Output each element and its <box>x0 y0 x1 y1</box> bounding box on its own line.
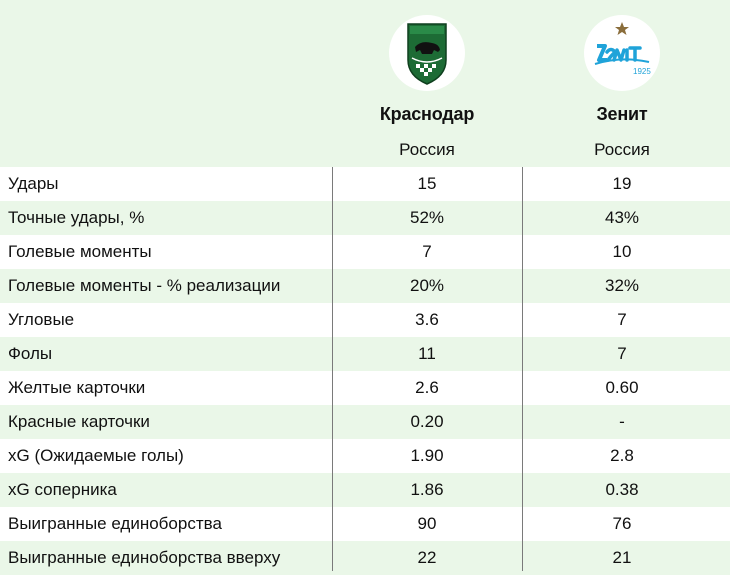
table-row <box>0 201 730 235</box>
table-row <box>0 371 730 405</box>
team-name: Зенит <box>596 104 648 124</box>
stat-label: Удары <box>8 174 59 193</box>
zenit-value: 2.8 <box>610 446 634 465</box>
stat-label: Голевые моменты <box>8 242 152 261</box>
zenit-value: 10 <box>612 242 632 261</box>
zenit-value: 0.38 <box>605 480 639 499</box>
table-header <box>0 0 730 167</box>
krasnodar-value: 2.6 <box>415 378 439 397</box>
fc-zenit-crest-icon <box>583 14 661 92</box>
team-country: Россия <box>399 140 455 159</box>
krasnodar-value: 52% <box>409 208 445 227</box>
stat-label: Выигранные единоборства вверху <box>8 548 281 567</box>
stat-label: Голевые моменты - % реализации <box>8 276 281 295</box>
krasnodar-value: 1.90 <box>410 446 444 465</box>
team-name: Краснодар <box>379 104 475 124</box>
stat-label: xG (Ожидаемые голы) <box>8 446 184 465</box>
team-column-zenit <box>527 0 717 167</box>
zenit-value: 76 <box>612 514 632 533</box>
stat-label: Красные карточки <box>8 412 150 431</box>
zenit-value: 19 <box>612 174 632 193</box>
stat-label: Желтые карточки <box>8 378 146 397</box>
column-divider <box>522 167 523 571</box>
krasnodar-value: 3.6 <box>415 310 439 329</box>
column-divider <box>332 167 333 571</box>
table-row <box>0 235 730 269</box>
krasnodar-value: 7 <box>422 242 432 261</box>
table-row <box>0 167 730 201</box>
zenit-value: 32% <box>604 276 640 295</box>
zenit-value: 43% <box>604 208 640 227</box>
stat-label: Точные удары, % <box>8 208 145 227</box>
krasnodar-value: 22 <box>417 548 437 567</box>
table-row <box>0 541 730 575</box>
krasnodar-value: 1.86 <box>410 480 444 499</box>
team-country: Россия <box>594 140 650 159</box>
zenit-value: 21 <box>612 548 632 567</box>
zenit-value: - <box>619 412 625 431</box>
table-row <box>0 473 730 507</box>
zenit-value: 0.60 <box>605 378 639 397</box>
stat-label: Выигранные единоборства <box>8 514 222 533</box>
stats-rows <box>0 167 730 575</box>
stat-label: Фолы <box>8 344 53 363</box>
table-row <box>0 405 730 439</box>
svg-text:1925: 1925 <box>633 67 651 76</box>
table-row <box>0 439 730 473</box>
table-row <box>0 269 730 303</box>
team-column-krasnodar <box>337 0 517 167</box>
table-row <box>0 303 730 337</box>
fc-krasnodar-crest-icon <box>388 14 466 92</box>
zenit-value: 7 <box>617 344 627 363</box>
krasnodar-value: 90 <box>417 514 437 533</box>
table-row <box>0 337 730 371</box>
zenit-value: 7 <box>617 310 627 329</box>
krasnodar-value: 20% <box>409 276 445 295</box>
krasnodar-value: 15 <box>417 174 437 193</box>
stat-label: Угловые <box>8 310 75 329</box>
stat-label: xG соперника <box>8 480 117 499</box>
krasnodar-value: 0.20 <box>410 412 444 431</box>
krasnodar-value: 11 <box>418 344 436 363</box>
table-row <box>0 507 730 541</box>
